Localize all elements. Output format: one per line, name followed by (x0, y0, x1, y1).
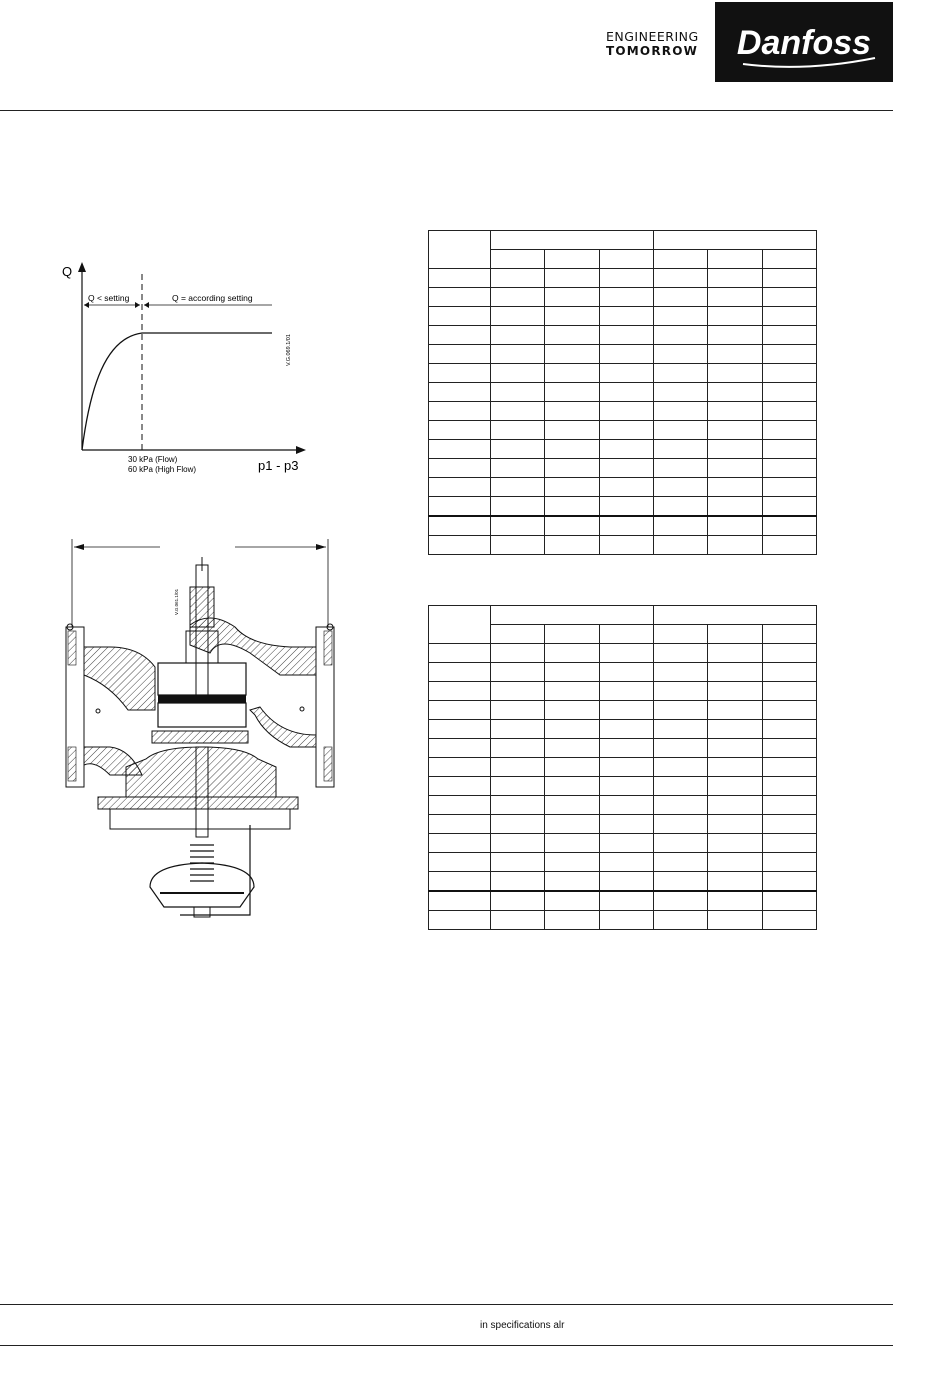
table-group-header (653, 606, 816, 625)
table-row (429, 536, 817, 555)
brand-tagline (606, 30, 699, 58)
table-header-row (429, 606, 817, 625)
table-row (429, 269, 817, 288)
y-axis-arrow (78, 262, 86, 272)
table-row (429, 440, 817, 459)
left-region-label: Q < setting (88, 293, 130, 303)
header-rule (0, 110, 893, 111)
table-row (429, 796, 817, 815)
table-row (429, 421, 817, 440)
table-header-cell (429, 231, 491, 269)
data-table-1 (428, 230, 817, 555)
impulse-tube (180, 825, 250, 915)
body-outlet-lower (250, 707, 316, 747)
flow-curve (82, 333, 272, 450)
base-cover (110, 809, 290, 829)
table-row (429, 326, 817, 345)
table-header-cell (429, 606, 491, 644)
table-row (429, 777, 817, 796)
table-row (429, 478, 817, 497)
table-row (429, 891, 817, 911)
seat-ring (152, 731, 248, 743)
x-axis-label: p1 - p3 (258, 458, 299, 473)
table-row (429, 682, 817, 701)
footer-rule-top (0, 1304, 893, 1305)
upper-seal (158, 695, 246, 703)
x-axis-arrow (296, 446, 306, 454)
tagline-line-1: ENGINEERING (606, 29, 699, 44)
flow-characteristic-chart (60, 258, 310, 480)
table-row (429, 307, 817, 326)
footer-text: in specifications alr (480, 1320, 565, 1331)
threshold-label-2: 60 kPa (High Flow) (128, 465, 197, 474)
stem-bonnet (190, 587, 214, 627)
logo-wordmark: Danfoss (736, 24, 872, 62)
table-row (429, 872, 817, 892)
table-row (429, 497, 817, 517)
actuator-spring (190, 845, 214, 881)
table-row (429, 853, 817, 872)
table-group-header (653, 231, 816, 250)
tagline-line-2: TOMORROW (606, 44, 699, 58)
lower-piston (158, 703, 246, 727)
chart-drawing-code: V.G.069.1/01 (286, 334, 292, 366)
danfoss-logo-mark (715, 2, 893, 82)
table-header-row (429, 231, 817, 250)
table-group-header (491, 606, 654, 625)
base-plate (98, 797, 298, 809)
table-row (429, 402, 817, 421)
data-table-2 (428, 605, 817, 930)
table-row (429, 834, 817, 853)
diaphragm-housing (126, 747, 276, 797)
table-row (429, 364, 817, 383)
table-row (429, 516, 817, 536)
table-row (429, 644, 817, 663)
table-group-header (491, 231, 654, 250)
table-row (429, 758, 817, 777)
table-row (429, 288, 817, 307)
table-row (429, 815, 817, 834)
danfoss-logo (715, 2, 893, 82)
table-row (429, 345, 817, 364)
footer-rule-bottom (0, 1345, 893, 1346)
valve-drawing-code: V.G.061.1/01 (174, 588, 179, 615)
table-row (429, 459, 817, 478)
table-row (429, 739, 817, 758)
table-row (429, 701, 817, 720)
right-region-label: Q = according setting (172, 293, 253, 303)
table-row (429, 911, 817, 930)
threshold-label-1: 30 kPa (Flow) (128, 455, 178, 464)
table-row (429, 663, 817, 682)
table-row (429, 383, 817, 402)
body-inlet-wall (84, 647, 155, 710)
valve-cross-section-drawing (50, 535, 350, 920)
upper-piston (158, 663, 246, 695)
table-row (429, 720, 817, 739)
y-axis-label: Q (62, 264, 73, 279)
